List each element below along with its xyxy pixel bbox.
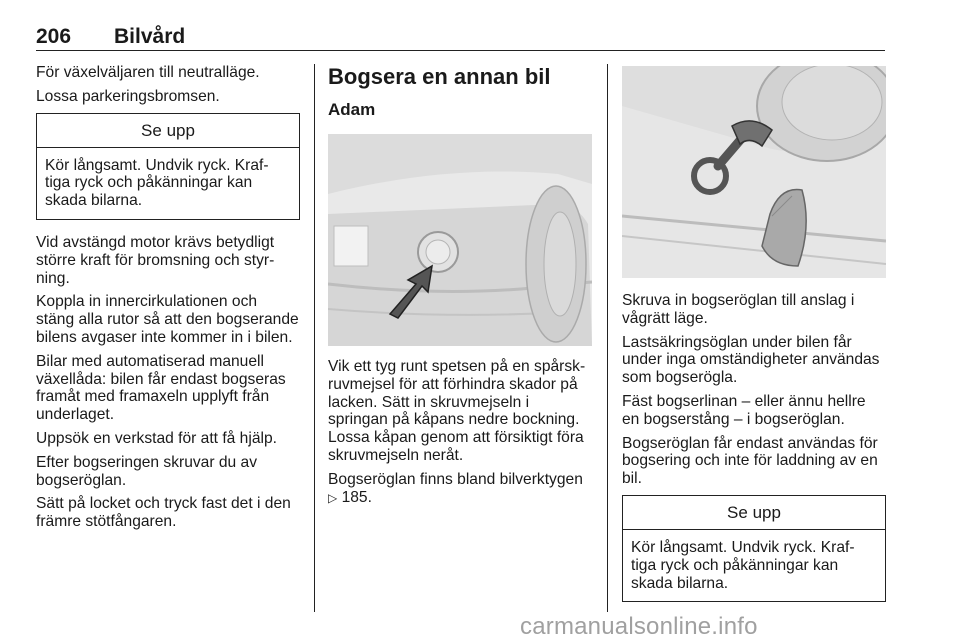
column-1 <box>36 64 304 537</box>
paragraph <box>328 471 594 508</box>
column-3 <box>622 64 888 616</box>
page-number: 206 <box>36 25 72 48</box>
caution-box <box>622 495 886 602</box>
caution-body: Kör långsamt. Undvik ryck. Kraf- tiga ryck och påkänningar kan skada bilarna. <box>631 538 855 592</box>
column-divider-1 <box>314 64 315 612</box>
paragraph: Uppsök en verkstad för att få hjälp. <box>36 429 277 447</box>
caution-title: Se upp <box>623 496 885 530</box>
section-title: Bilvård <box>114 25 186 48</box>
caution-title: Se upp <box>37 114 299 148</box>
watermark-text: carmanualsonline.info <box>520 613 758 640</box>
paragraph: Bilar med automatiserad manuell växellåda: bilen får endast bogseras framåt med framaxeln upplyft från underlaget. <box>36 352 286 424</box>
paragraph: Skruva in bogseröglan till anslag i vågrätt läge. <box>622 292 855 327</box>
column-2 <box>328 64 594 513</box>
towing-eye-illustration <box>622 66 886 278</box>
page-header <box>36 26 885 51</box>
paragraph: Fäst bogserlinan – eller ännu hellre en bogserstång – i bogseröglan. <box>622 392 866 428</box>
paragraph: Vik ett tyg runt spetsen på en spårsk- ruvmejsel för att förhindra skador på lacken. Sätt in skruvmejseln i springan på kåpans nedre bockning. Lossa kåpan genom att försiktigt föra skruvmejseln neråt. <box>328 358 586 464</box>
caution-box <box>36 113 300 220</box>
paragraph: Efter bogseringen skruvar du av bogseröglan. <box>36 453 258 489</box>
model-subheading: Adam <box>328 100 376 119</box>
paragraph: Lossa parkeringsbromsen. <box>36 87 220 105</box>
paragraph: Lastsäkringsöglan under bilen får under inga omständigheter användas som bogserögla. <box>622 333 880 387</box>
paragraph: För växelväljaren till neutralläge. <box>36 64 260 81</box>
paragraph: Bogseröglan får endast användas för bogsering och inte för laddning av en bil. <box>622 434 878 488</box>
bumper-cover-illustration <box>328 134 592 346</box>
section-heading: Bogsera en annan bil <box>328 64 551 89</box>
paragraph: Sätt på locket och tryck fast det i den främre stötfångaren. <box>36 495 291 531</box>
paragraph-text: Bogseröglan finns bland bilverktygen <box>328 470 583 488</box>
column-divider-2 <box>607 64 608 612</box>
page-reference: 185. <box>341 488 372 506</box>
paragraph: Koppla in innercirkulationen och stäng alla rutor så att den bogserande bilens avgaser inte kommer in i bilen. <box>36 293 299 346</box>
paragraph: Vid avstängd motor krävs betydligt större kraft för bromsning och styr- ning. <box>36 233 275 287</box>
arrow-reference-icon: ▷ <box>328 490 338 505</box>
caution-body: Kör långsamt. Undvik ryck. Kraf- tiga ryck och påkänningar kan skada bilarna. <box>45 156 269 210</box>
